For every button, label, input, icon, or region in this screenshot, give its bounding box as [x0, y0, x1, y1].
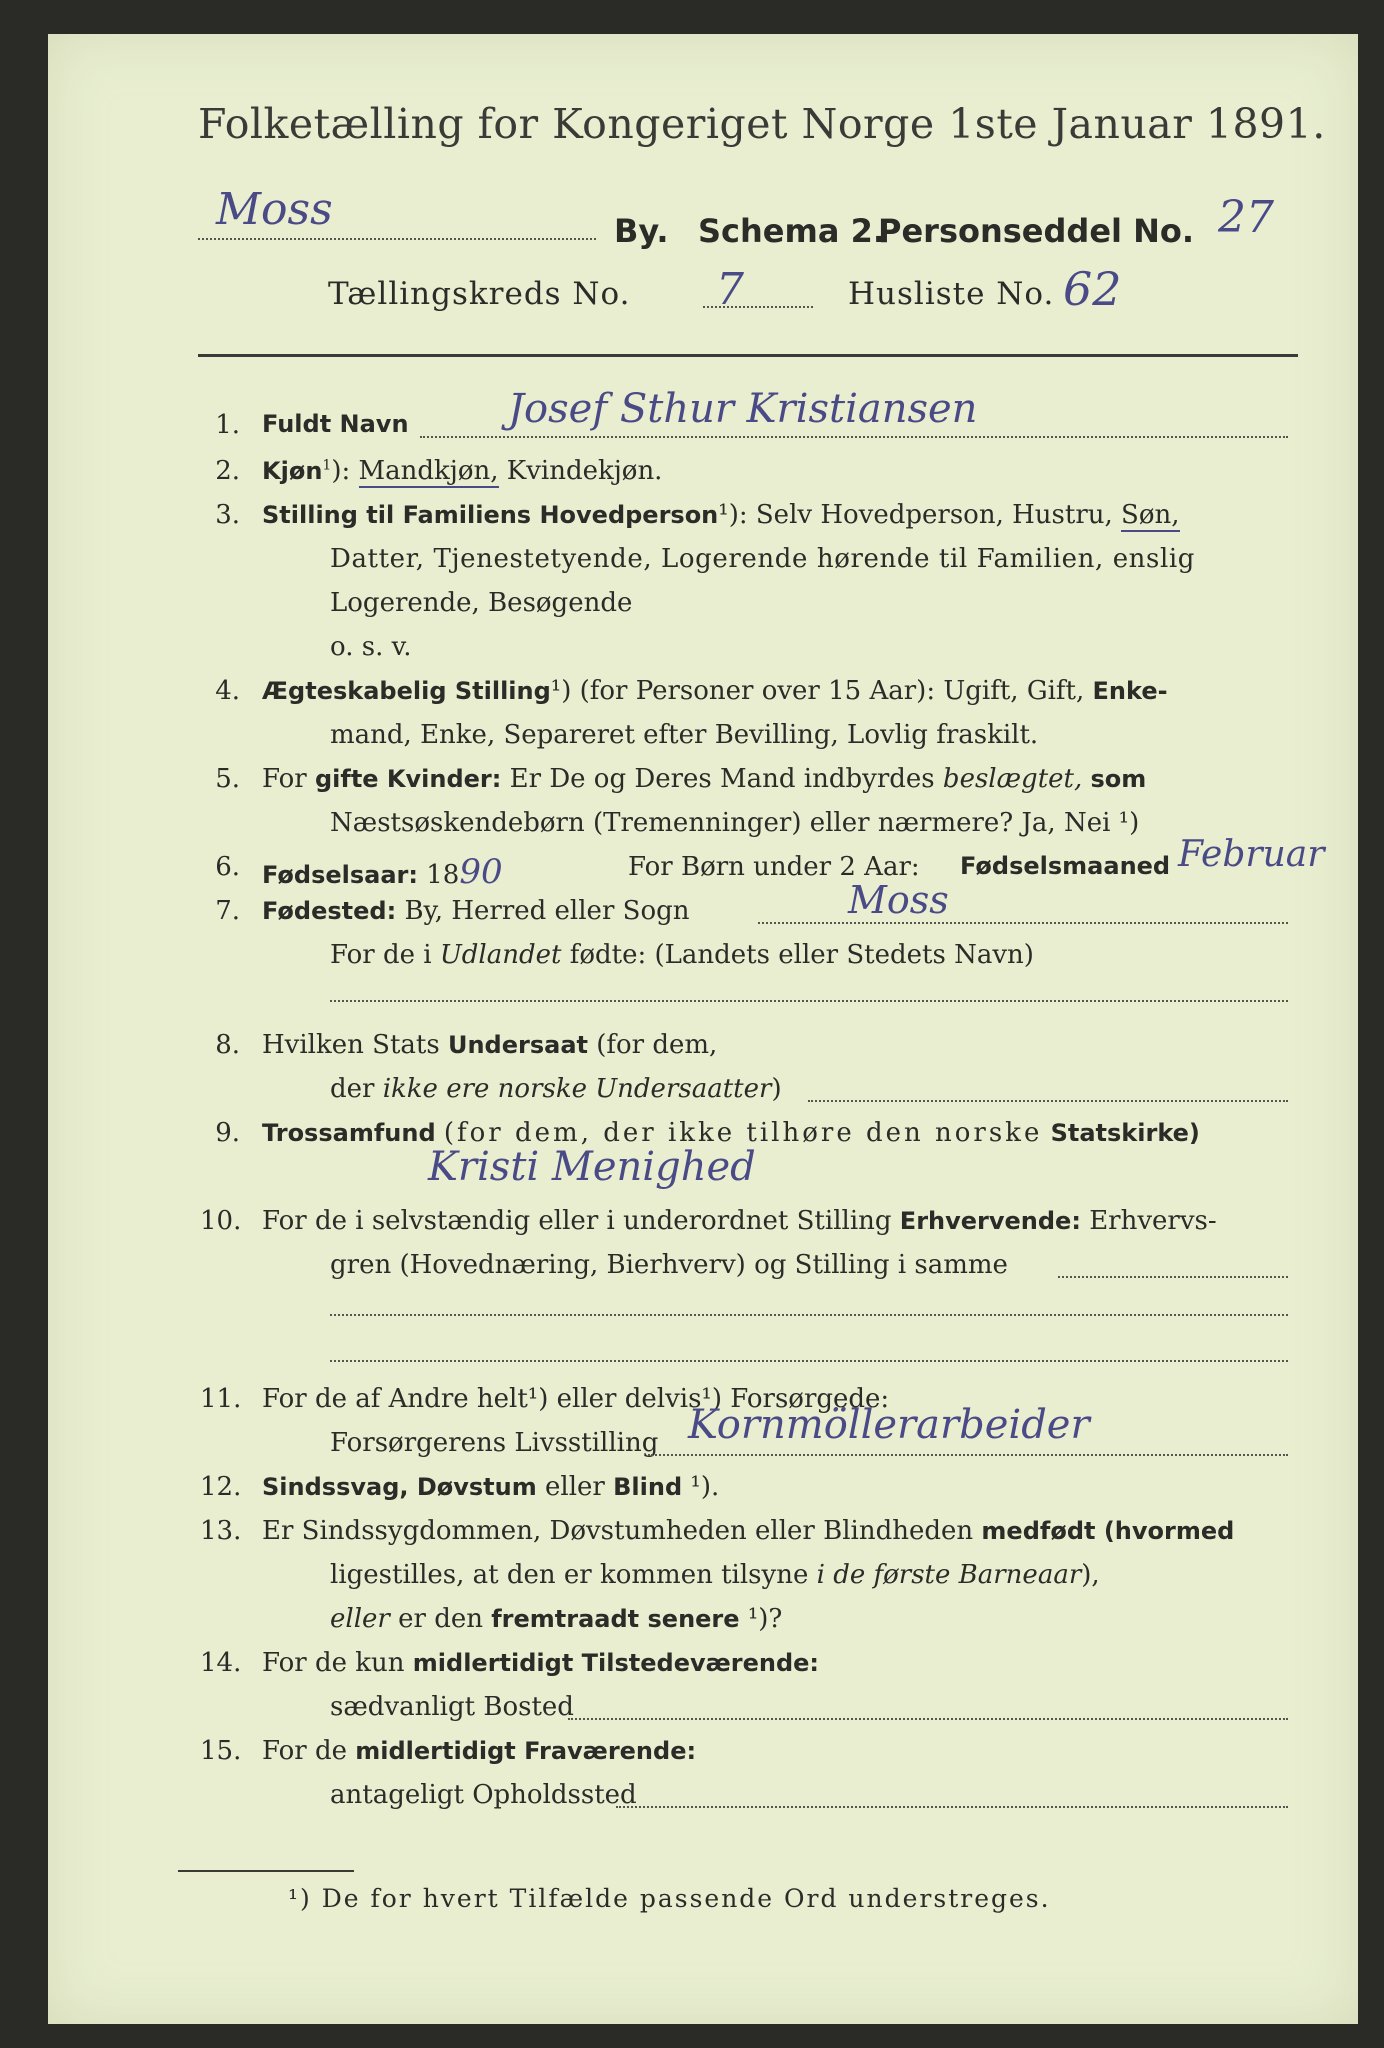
q13-line1-text: Er Sindssygdommen, Døvstumheden eller Blindheden: [262, 1516, 974, 1546]
kreds-dotted-line: [703, 306, 813, 308]
q7-line1: [262, 896, 690, 926]
q4-number: 4.: [215, 676, 240, 706]
q8-line1: [262, 1030, 717, 1060]
q11-dotted-line: [648, 1454, 1288, 1456]
q12-end: ¹).: [690, 1472, 720, 1502]
q13-line3: [330, 1604, 782, 1634]
header-rule: [198, 354, 1298, 357]
q3-line1: [262, 500, 1180, 530]
q13-line3a: er den: [398, 1604, 483, 1634]
q1-number: 1.: [215, 410, 240, 440]
q2-option-male: Mandkjøn,: [358, 456, 499, 486]
husliste-number: 62: [1063, 262, 1122, 316]
form-title: Folketælling for Kongeriget Norge 1ste Januar 1891.: [198, 100, 1326, 148]
q8-line2-italic: ikke ere norske Undersaatter: [382, 1074, 772, 1104]
q6-label: Fødselsaar:: [262, 861, 418, 889]
q14-dotted-line: [568, 1718, 1288, 1720]
kreds-label: Tællingskreds No.: [328, 276, 631, 312]
q9-number: 9.: [215, 1118, 240, 1148]
q7-dotted-line-2: [330, 1000, 1288, 1002]
q3-line4: o. s. v.: [330, 632, 412, 662]
q13-line2-italic: i de første Barneaar: [816, 1560, 1082, 1590]
q4-line1: [262, 676, 1168, 706]
q12-mid: eller: [545, 1472, 605, 1502]
q3-label: Stilling til Familiens Hovedperson: [262, 501, 719, 529]
q7-answer: Moss: [848, 878, 949, 922]
kreds-number: 7: [716, 264, 744, 315]
q8-number: 8.: [215, 1030, 240, 1060]
q8-line1a: Hvilken Stats: [262, 1030, 440, 1060]
q5-line1: [262, 764, 1146, 794]
q13-medfodt: medfødt (hvormed: [981, 1517, 1235, 1545]
schema-label: Schema 2.: [698, 212, 885, 250]
q13-fremtraadt: fremtraadt senere: [491, 1605, 740, 1633]
q11-number: 11.: [200, 1384, 242, 1414]
q5-label: gifte Kvinder:: [314, 765, 502, 793]
q10-label: Erhvervende:: [899, 1207, 1081, 1235]
q10-line2: gren (Hovednæring, Bierhverv) og Stilling i samme: [330, 1250, 1008, 1280]
q13-line2: [330, 1560, 1100, 1590]
q7-udlandet: Udlandet: [439, 940, 562, 970]
q13-line3b: ¹)?: [747, 1604, 783, 1634]
q15-dotted-line: [616, 1806, 1288, 1808]
q12-number: 12.: [200, 1472, 242, 1502]
q2-sup: 1: [322, 457, 332, 474]
q6-month-label: Fødselsmaaned: [960, 852, 1171, 880]
q11-line2: Forsørgerens Livsstilling: [330, 1428, 659, 1458]
footnote: ¹) De for hvert Tilfælde passende Ord understreges.: [288, 1884, 1051, 1913]
q7-label: Fødested:: [262, 897, 397, 925]
q15-pre: For de: [262, 1736, 347, 1766]
q7-line2: [330, 940, 1034, 970]
q5-som: som: [1090, 765, 1147, 793]
q4-label: Ægteskabelig Stilling: [262, 677, 551, 705]
place-handwritten: Moss: [216, 184, 333, 235]
q12-line: [262, 1472, 719, 1502]
q8-line1b: (for dem,: [596, 1030, 718, 1060]
q8-line2b: ): [771, 1074, 782, 1104]
q7-line2a: For de i: [330, 940, 432, 970]
q13-line1: [262, 1516, 1234, 1546]
q9-line1-text: (for dem, der ikke tilhøre den norske: [443, 1118, 1043, 1148]
q4-enke: Enke-: [1092, 677, 1168, 705]
q15-line1: [262, 1736, 696, 1766]
q1-answer: Josef Sthur Kristiansen: [508, 386, 978, 432]
q8-line2: [330, 1074, 782, 1104]
q15-line2: antageligt Opholdssted: [330, 1780, 637, 1810]
q2-option-female: Kvindekjøn.: [506, 456, 663, 486]
q10-dotted-line: [1058, 1276, 1288, 1278]
by-label: By.: [614, 212, 669, 250]
census-form: [48, 34, 1358, 2024]
q5-pre: For: [262, 764, 307, 794]
q10-number: 10.: [200, 1206, 242, 1236]
q9-statskirke: Statskirke): [1050, 1119, 1200, 1147]
q6-mid: For Børn under 2 Aar:: [628, 852, 920, 882]
q6-month-handwritten: Februar: [1178, 834, 1325, 875]
personseddel-label: Personseddel No.: [878, 212, 1195, 250]
q8-line2a: der: [330, 1074, 375, 1104]
q7-line1-text: By, Herred eller Sogn: [404, 896, 690, 926]
personseddel-number: 27: [1218, 192, 1274, 243]
q13-line2a: ligestilles, at den er kommen tilsyne: [330, 1560, 809, 1590]
q9-label: Trossamfund: [262, 1119, 436, 1147]
husliste-label: Husliste No.: [848, 276, 1055, 312]
q6-year-handwritten: 90: [459, 852, 503, 892]
footnote-rule: [178, 1870, 354, 1872]
q6-line: [262, 852, 503, 892]
q3-line1-text: ¹): Selv Hovedperson, Hustru,: [718, 500, 1113, 530]
q10-dotted-line-3: [330, 1360, 1288, 1362]
q11-answer: Kornmöllerarbeider: [688, 1402, 1090, 1448]
q14-line2: sædvanligt Bosted: [330, 1692, 574, 1722]
q1-label: Fuldt Navn: [262, 410, 409, 438]
q13-number: 13.: [200, 1516, 242, 1546]
q3-son-option: Søn,: [1121, 500, 1180, 530]
q15-label: midlertidigt Fraværende:: [355, 1737, 697, 1765]
q8-dotted-line: [808, 1100, 1288, 1102]
q12-blind: Blind: [613, 1473, 683, 1501]
q2-text: ):: [331, 456, 351, 486]
q2-number: 2.: [215, 456, 240, 486]
q8-label: Undersaat: [447, 1031, 588, 1059]
q5-line1-text: Er De og Deres Mand indbyrdes: [509, 764, 935, 794]
q14-pre: For de kun: [262, 1648, 405, 1678]
q14-label: midlertidigt Tilstedeværende:: [412, 1649, 820, 1677]
q15-number: 15.: [200, 1736, 242, 1766]
q3-line2: Datter, Tjenestetyende, Logerende hørende til Familien, enslig: [330, 544, 1196, 574]
q6-number: 6.: [215, 852, 240, 882]
q2-label: Kjøn: [262, 457, 323, 485]
q1-dotted-line: [420, 436, 1288, 438]
q7-dotted-line: [758, 922, 1288, 924]
q7-number: 7.: [215, 896, 240, 926]
place-dotted-line: [198, 238, 596, 240]
q7-line2b: fødte: (Landets eller Stedets Navn): [569, 940, 1034, 970]
q3-number: 3.: [215, 500, 240, 530]
q14-line1: [262, 1648, 819, 1678]
q3-line3: Logerende, Besøgende: [330, 588, 633, 618]
q11-line1: For de af Andre helt¹) eller delvis¹) Forsørgede:: [262, 1384, 890, 1414]
q2-line: [262, 456, 662, 486]
q5-beslaegtet: beslægtet,: [942, 764, 1083, 794]
q10-line1-text: For de i selvstændig eller i underordnet Stilling: [262, 1206, 892, 1236]
q4-line2: mand, Enke, Separeret efter Bevilling, Lovlig fraskilt.: [330, 720, 1039, 750]
q5-number: 5.: [215, 764, 240, 794]
q10-dotted-line-2: [330, 1314, 1288, 1316]
q13-line3-italic: eller: [330, 1604, 390, 1634]
q12-label: Sindssvag, Døvstum: [262, 1473, 537, 1501]
q5-line2: Næstsøskendebørn (Tremenninger) eller nærmere? Ja, Nei ¹): [330, 808, 1140, 838]
q6-year-prefix: 18: [426, 860, 460, 890]
q10-erhverv: Erhvervs-: [1089, 1206, 1217, 1236]
q4-line1-text: ¹) (for Personer over 15 Aar): Ugift, Gift,: [550, 676, 1085, 706]
q13-line2b: ),: [1081, 1560, 1100, 1590]
q14-number: 14.: [200, 1648, 242, 1678]
q10-line1: [262, 1206, 1217, 1236]
q9-answer: Kristi Menighed: [428, 1144, 756, 1190]
